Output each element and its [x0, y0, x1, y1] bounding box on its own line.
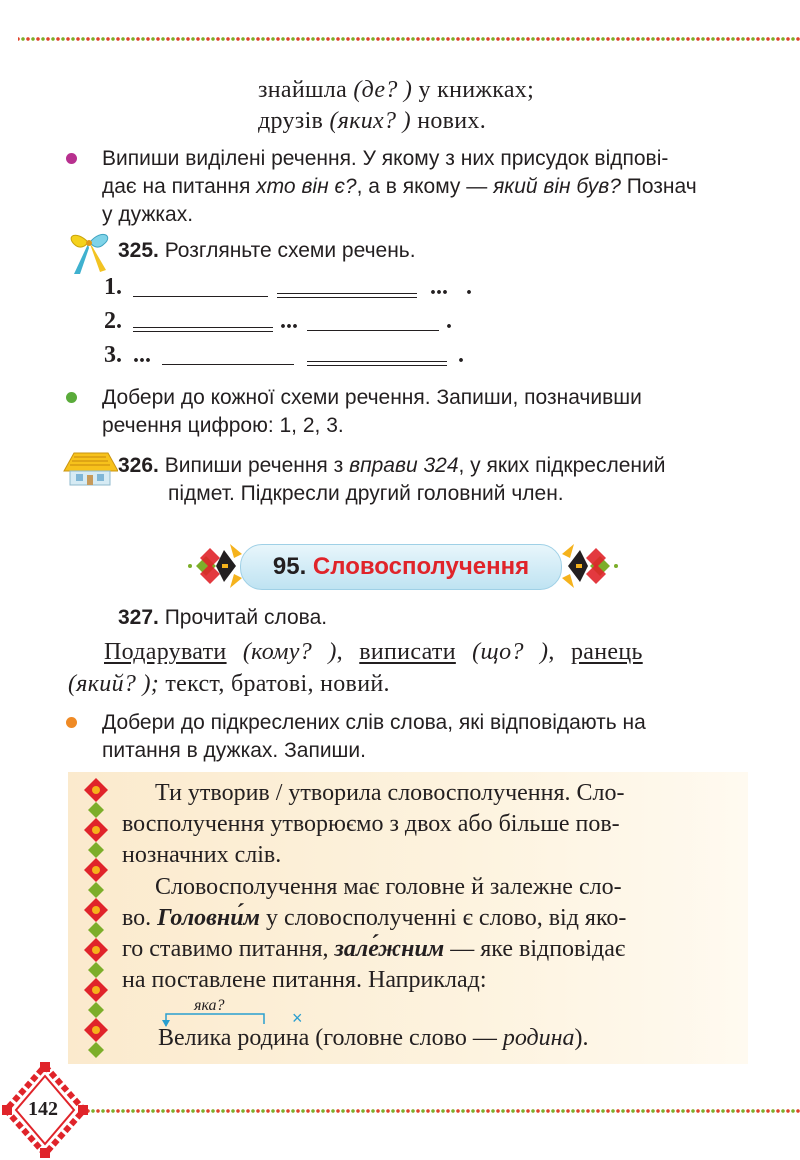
house-icon [62, 447, 118, 487]
ex325-title: 325. Розгляньте схеми речень. [118, 239, 416, 262]
underlined-word-3: ранець [570, 639, 643, 665]
ribbon-icon [64, 226, 116, 278]
bullet-green [66, 392, 77, 403]
section-number: 95. [272, 553, 307, 580]
poem-line-2: друзів (яких? ) нових. [258, 108, 487, 134]
schema-line-double [133, 327, 273, 332]
words-line-2: (який? ); текст, братові, новий. [68, 671, 390, 697]
arrow-question-label: яка? [194, 997, 225, 1014]
ex327-title: 327. Прочитай слова. [118, 606, 328, 629]
rule-line-6: го ставимо питання, зале́жним — яке відповідає [122, 936, 626, 962]
ex326-number: 326. [118, 454, 159, 477]
words-line-1: Подарувати (кому? ), виписати (що? ), ранець [104, 639, 643, 665]
embroidery-ornament-right [556, 540, 620, 592]
embroidery-ornament-left [186, 540, 246, 592]
rule-line-4: Словосполучення має головне й залежне сло- [155, 874, 622, 900]
task1-line1: Випиши виділені речення. У якому з них присудок відпові- [102, 147, 669, 170]
bullet-orange [66, 717, 77, 728]
underlined-word-1: Подарувати [104, 639, 227, 665]
cross-mark: × [292, 1008, 303, 1028]
task2-line1: Добери до кожної схеми речення. Запиши, позначивши [102, 386, 642, 409]
rule-line-7: на поставлене питання. Наприклад: [122, 967, 487, 993]
underlined-word-2: виписати [359, 639, 456, 665]
rule-line-1: Ти утворив / утворила словосполучення. Сло- [155, 780, 625, 806]
rule-line-5: во. Головни́м у словосполученні є слово, від яко- [122, 905, 627, 931]
task3-line1: Добери до підкреслених слів слова, які відповідають на [102, 711, 646, 734]
rule-line-3: нозначних слів. [122, 842, 282, 868]
schema-line-single [307, 330, 439, 331]
task2-line2: речення цифрою: 1, 2, 3. [102, 414, 344, 437]
ex327-number: 327. [118, 606, 159, 629]
task1-line3: у дужках. [102, 203, 194, 226]
embroidery-border-vertical [74, 776, 118, 1060]
section-name: Словосполучення [306, 553, 530, 580]
page-number: 142 [28, 1098, 58, 1120]
schema-line-double [277, 293, 417, 298]
schema-line-single [162, 364, 294, 365]
ex325-number: 325. [118, 239, 159, 262]
schema-line-single [133, 296, 268, 297]
ex326-line2: підмет. Підкресли другий головний член. [168, 482, 564, 505]
top-ornament-line [18, 36, 800, 42]
schema-line-double [307, 361, 447, 366]
rule-line-2: восполучення утворюємо з двох або більше пов- [122, 811, 620, 837]
rule-example: Велика родина (головне слово — родина). [158, 1025, 589, 1051]
task3-line2: питання в дужках. Запиши. [102, 739, 366, 762]
bullet-magenta [66, 153, 77, 164]
task1-line2: дає на питання хто він є?, а в якому — який він був? Познач [102, 175, 697, 198]
ex326-line1: 326. Випиши речення з вправи 324, у яких підкреслений [118, 454, 666, 477]
poem-line-1: знайшла (де? ) у книжках; [258, 77, 535, 103]
section-title [240, 544, 562, 590]
bottom-ornament-line [88, 1108, 800, 1114]
